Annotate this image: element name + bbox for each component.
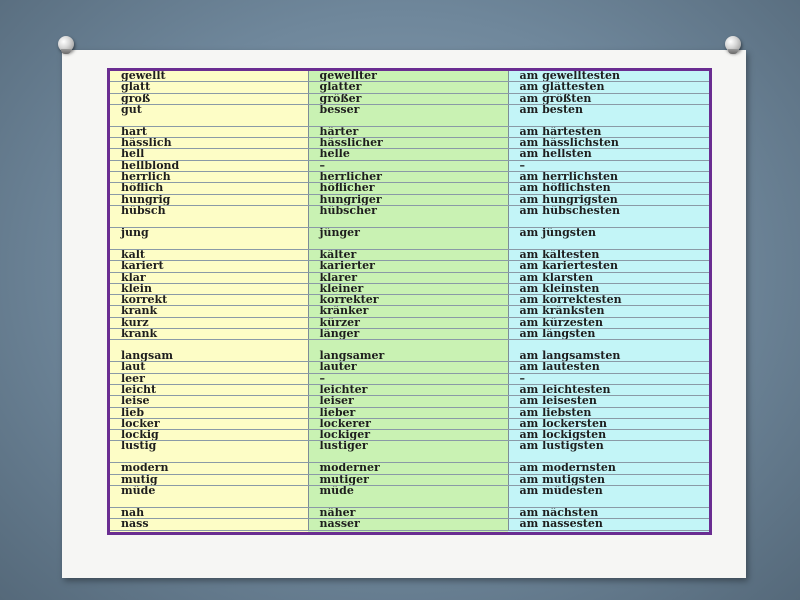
- comparative-cell: –: [308, 160, 508, 171]
- superlative-cell: am kleinsten: [508, 283, 709, 294]
- comparative-cell: kürzer: [308, 317, 508, 328]
- positive-cell: lockig: [110, 430, 308, 441]
- comparative-cell: leichter: [308, 384, 508, 395]
- table-row: [110, 508, 709, 519]
- superlative-cell: am nächsten: [508, 508, 709, 519]
- positive-cell: leicht: [110, 384, 308, 395]
- positive-cell: kariert: [110, 261, 308, 272]
- pushpin-icon: [58, 36, 74, 52]
- positive-cell: gut: [110, 104, 308, 126]
- superlative-cell: am herrlichsten: [508, 172, 709, 183]
- superlative-cell: am hellsten: [508, 149, 709, 160]
- superlative-cell: am glättesten: [508, 82, 709, 93]
- comparative-cell: leiser: [308, 396, 508, 407]
- table-row: [110, 340, 709, 362]
- comparative-cell: herrlicher: [308, 172, 508, 183]
- positive-cell: leer: [110, 373, 308, 384]
- comparative-cell: klarer: [308, 272, 508, 283]
- table-row: [110, 283, 709, 294]
- superlative-cell: am kürzesten: [508, 317, 709, 328]
- table-row: [110, 463, 709, 474]
- table-row: [110, 486, 709, 508]
- comparative-cell: größer: [308, 93, 508, 104]
- superlative-cell: –: [508, 160, 709, 171]
- table-row: [110, 306, 709, 317]
- positive-cell: lustig: [110, 441, 308, 463]
- comparative-cell: jünger: [308, 227, 508, 249]
- superlative-cell: am klarsten: [508, 272, 709, 283]
- comparative-cell: härter: [308, 126, 508, 137]
- superlative-cell: am leisesten: [508, 396, 709, 407]
- positive-cell: modern: [110, 463, 308, 474]
- table-row: [110, 82, 709, 93]
- table-row: [110, 149, 709, 160]
- superlative-cell: am lautesten: [508, 362, 709, 373]
- superlative-cell: am mutigsten: [508, 474, 709, 485]
- table-row: [110, 362, 709, 373]
- superlative-cell: am kältesten: [508, 249, 709, 260]
- positive-cell: klein: [110, 283, 308, 294]
- table-row: [110, 183, 709, 194]
- superlative-cell: am größten: [508, 93, 709, 104]
- positive-cell: locker: [110, 418, 308, 429]
- comparative-cell: gewellter: [308, 71, 508, 82]
- comparative-cell: kränker: [308, 306, 508, 317]
- positive-cell: korrekt: [110, 295, 308, 306]
- superlative-cell: am hübschesten: [508, 205, 709, 227]
- positive-cell: kurz: [110, 317, 308, 328]
- positive-cell: gewellt: [110, 71, 308, 82]
- table-row: [110, 329, 709, 340]
- superlative-cell: am gewelltesten: [508, 71, 709, 82]
- positive-cell: hellblond: [110, 160, 308, 171]
- positive-cell: klar: [110, 272, 308, 283]
- positive-cell: mutig: [110, 474, 308, 485]
- table-row: [110, 71, 709, 82]
- positive-cell: hell: [110, 149, 308, 160]
- superlative-cell: am härtesten: [508, 126, 709, 137]
- comparative-cell: glatter: [308, 82, 508, 93]
- superlative-cell: am kariertesten: [508, 261, 709, 272]
- comparative-cell: lustiger: [308, 441, 508, 463]
- superlative-cell: am höflichsten: [508, 183, 709, 194]
- positive-cell: hungrig: [110, 194, 308, 205]
- superlative-cell: am jüngsten: [508, 227, 709, 249]
- table-row: [110, 126, 709, 137]
- table-row: [110, 441, 709, 463]
- positive-cell: höflich: [110, 183, 308, 194]
- comparative-cell: besser: [308, 104, 508, 126]
- superlative-cell: am müdesten: [508, 486, 709, 508]
- positive-cell: krank: [110, 329, 308, 340]
- table-row: [110, 295, 709, 306]
- table-row: [110, 396, 709, 407]
- positive-cell: leise: [110, 396, 308, 407]
- positive-cell: krank: [110, 306, 308, 317]
- comparative-cell: korrekter: [308, 295, 508, 306]
- comparative-cell: hässlicher: [308, 138, 508, 149]
- positive-cell: hässlich: [110, 138, 308, 149]
- comparative-cell: kleiner: [308, 283, 508, 294]
- superlative-cell: am liebsten: [508, 407, 709, 418]
- comparative-cell: lieber: [308, 407, 508, 418]
- positive-cell: laut: [110, 362, 308, 373]
- comparative-cell: moderner: [308, 463, 508, 474]
- table-row: [110, 138, 709, 149]
- superlative-cell: am lockigsten: [508, 430, 709, 441]
- positive-cell: herrlich: [110, 172, 308, 183]
- superlative-cell: am hungrigsten: [508, 194, 709, 205]
- positive-cell: hart: [110, 126, 308, 137]
- comparison-table: [110, 71, 710, 531]
- comparative-cell: nasser: [308, 519, 508, 530]
- table-row: [110, 418, 709, 429]
- positive-cell: jung: [110, 227, 308, 249]
- comparative-cell: –: [308, 373, 508, 384]
- comparative-cell: länger: [308, 329, 508, 340]
- superlative-cell: am lustigsten: [508, 441, 709, 463]
- comparative-cell: mutiger: [308, 474, 508, 485]
- positive-cell: kalt: [110, 249, 308, 260]
- positive-cell: groß: [110, 93, 308, 104]
- superlative-cell: am modernsten: [508, 463, 709, 474]
- superlative-cell: am längsten: [508, 329, 709, 340]
- comparative-cell: lockiger: [308, 430, 508, 441]
- table-row: [110, 384, 709, 395]
- positive-cell: glatt: [110, 82, 308, 93]
- comparative-cell: helle: [308, 149, 508, 160]
- superlative-cell: am leichtesten: [508, 384, 709, 395]
- positive-cell: lieb: [110, 407, 308, 418]
- table-row: [110, 172, 709, 183]
- positive-cell: müde: [110, 486, 308, 508]
- table-row: [110, 160, 709, 171]
- comparative-cell: näher: [308, 508, 508, 519]
- positive-cell: hübsch: [110, 205, 308, 227]
- table-row: [110, 373, 709, 384]
- superlative-cell: am korrektesten: [508, 295, 709, 306]
- adjective-comparison-table: [107, 68, 712, 535]
- table-body: [110, 71, 709, 530]
- table-row: [110, 227, 709, 249]
- comparative-cell: karierter: [308, 261, 508, 272]
- superlative-cell: am nassesten: [508, 519, 709, 530]
- positive-cell: nah: [110, 508, 308, 519]
- comparative-cell: hungriger: [308, 194, 508, 205]
- table-row: [110, 261, 709, 272]
- table-row: [110, 407, 709, 418]
- table-row: [110, 104, 709, 126]
- table-row: [110, 93, 709, 104]
- comparative-cell: müde: [308, 486, 508, 508]
- table-row: [110, 317, 709, 328]
- comparative-cell: kälter: [308, 249, 508, 260]
- comparative-cell: hübscher: [308, 205, 508, 227]
- positive-cell: langsam: [110, 340, 308, 362]
- comparative-cell: lockerer: [308, 418, 508, 429]
- comparative-cell: lauter: [308, 362, 508, 373]
- table-row: [110, 519, 709, 530]
- table-row: [110, 474, 709, 485]
- table-row: [110, 272, 709, 283]
- table-row: [110, 205, 709, 227]
- comparative-cell: höflicher: [308, 183, 508, 194]
- superlative-cell: am hässlichsten: [508, 138, 709, 149]
- table-row: [110, 249, 709, 260]
- superlative-cell: am langsamsten: [508, 340, 709, 362]
- superlative-cell: am kränksten: [508, 306, 709, 317]
- superlative-cell: –: [508, 373, 709, 384]
- superlative-cell: am lockersten: [508, 418, 709, 429]
- table-row: [110, 430, 709, 441]
- comparative-cell: langsamer: [308, 340, 508, 362]
- positive-cell: nass: [110, 519, 308, 530]
- pushpin-icon: [725, 36, 741, 52]
- superlative-cell: am besten: [508, 104, 709, 126]
- table-row: [110, 194, 709, 205]
